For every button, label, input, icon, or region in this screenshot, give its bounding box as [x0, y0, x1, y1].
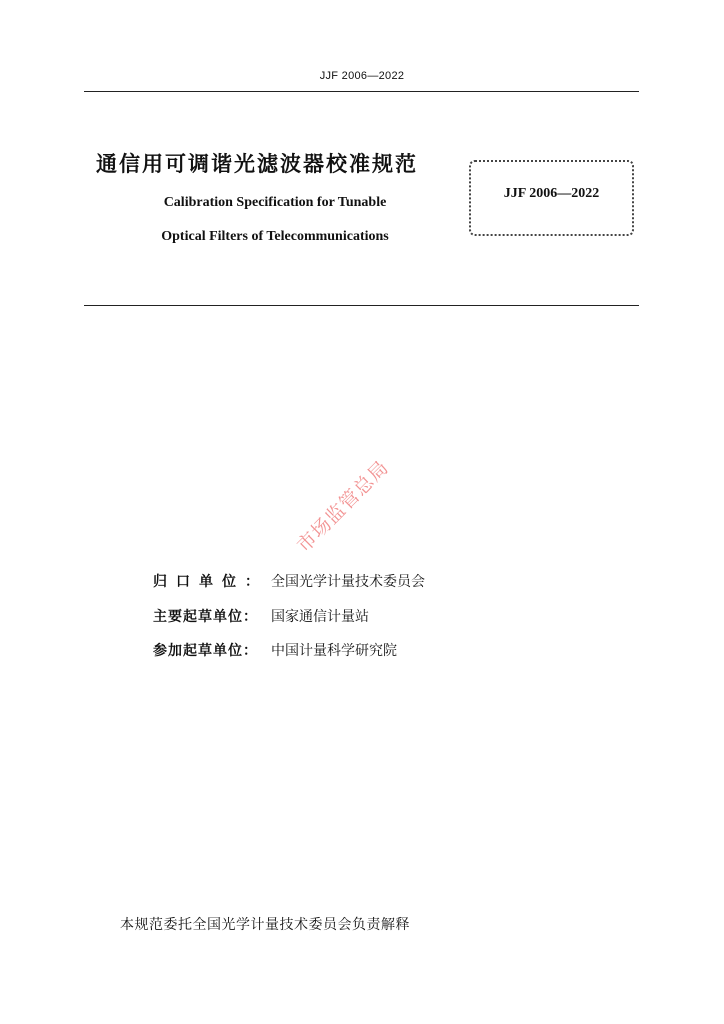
unit-row-responsible	[153, 571, 425, 591]
unit-value: 中国计量科学研究院	[271, 643, 397, 659]
unit-label: 归口单位：	[153, 574, 268, 590]
unit-row-participating-drafter	[153, 640, 397, 660]
title-chinese: 通信用可调谐光滤波器校准规范	[96, 152, 418, 176]
header-code: JJF 2006—2022	[319, 70, 405, 82]
title-english-line2: Optical Filters of Telecommunications	[161, 229, 389, 244]
unit-label: 主要起草单位：	[153, 609, 258, 625]
unit-value: 全国光学计量技术委员会	[271, 574, 425, 590]
unit-value: 国家通信计量站	[271, 609, 369, 625]
title-english-line1: Calibration Specification for Tunable	[163, 195, 387, 210]
bottom-rule	[84, 305, 639, 306]
watermark: 市场监管总局	[292, 456, 394, 557]
unit-row-main-drafter	[153, 606, 369, 626]
code-box-text: JJF 2006—2022	[503, 186, 600, 201]
code-box	[469, 160, 634, 236]
top-rule	[84, 91, 639, 92]
footer-note: 本规范委托全国光学计量技术委员会负责解释	[120, 917, 410, 933]
unit-label: 参加起草单位：	[153, 643, 258, 659]
